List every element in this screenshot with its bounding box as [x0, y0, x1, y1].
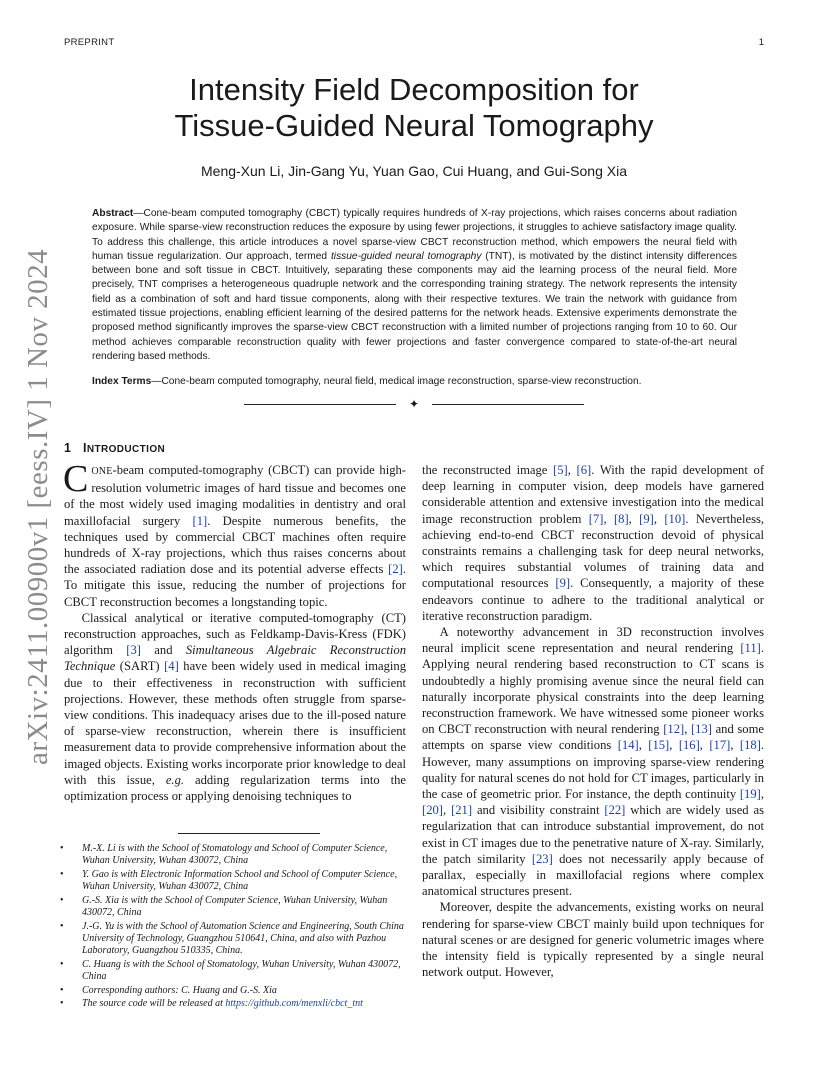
citation-link[interactable]: [13] — [690, 722, 712, 737]
citation-link[interactable]: [22] — [604, 803, 626, 818]
footnote-item: • C. Huang is with the School of Stomatology, Wuhan University, Wuhan 430072, China — [64, 959, 406, 983]
citation-link[interactable]: [23] — [531, 851, 553, 866]
body-text: . Despite numerous benefits, the techniques used by commercial CBCT machines often require hundreds of X-ray projections, which thus raises concerns about the associated radiation dose and its potential adverse effects — [64, 513, 406, 577]
index-terms — [92, 375, 737, 389]
footnote-list — [64, 843, 406, 1012]
footnote-item: • Y. Gao is with Electronic Information School and School of Computer Science, Wuhan University, Wuhan 430072, China — [64, 869, 406, 893]
paper-title — [80, 72, 748, 144]
body-text: which are widely used as regularization that can introduce substantial improvement, do not exist in CT images due to the penetrative nature of X-ray. Similarly, the patch similarity — [422, 803, 765, 866]
paragraph — [64, 610, 406, 804]
source-code-link[interactable]: https://github.com/menxli/cbct_tnt — [225, 998, 363, 1010]
body-text: and — [140, 643, 186, 658]
citation-link[interactable]: [4] — [164, 659, 179, 674]
body-text: , — [567, 463, 577, 477]
footnote-item: • J.-G. Yu is with the School of Automation Science and Engineering, South China University of Technology, Guangzhou 510641, China, and also with Pazhou Laboratory, Guangzhou 510335, China. — [64, 921, 406, 958]
body-text: , — [760, 787, 764, 802]
section-title-rest: NTRODUCTION — [86, 444, 166, 455]
citation-link[interactable]: [16] — [678, 738, 700, 753]
citation-link[interactable]: [6] — [576, 463, 592, 477]
emphasis-text: e.g. — [165, 772, 185, 787]
citation-link[interactable]: [1] — [192, 513, 208, 528]
section-number: 1 — [64, 441, 72, 455]
citation-link[interactable]: [2] — [388, 562, 403, 577]
body-text: , — [699, 738, 710, 753]
body-text: , — [653, 511, 665, 526]
abstract — [92, 207, 737, 364]
citation-link[interactable]: [10] — [664, 511, 686, 526]
body-text: (SART) — [115, 659, 165, 674]
body-column-right — [422, 462, 764, 981]
title-line-1: Intensity Field Decomposition for — [189, 72, 639, 107]
body-text: , — [730, 738, 740, 753]
citation-link[interactable]: [14] — [617, 738, 639, 753]
section-title-initial: I — [82, 441, 87, 455]
citation-link[interactable]: [7] — [588, 511, 604, 526]
citation-link[interactable]: [8] — [613, 511, 629, 526]
section-separator — [244, 397, 584, 411]
abstract-text: —Cone-beam computed tomography (CBCT) typically requires hundreds of X-ray projections, which raises concerns about radiation exposure. While sparse-view reconstruction reduces the exposure by using fewer projections, it struggles to achieve satisfactory image quality. To address this challenge, this article introduces a novel sparse-view CBCT reconstruction method, which empowers the neural field with human tissue regularization. Our approach, termed — [92, 208, 737, 262]
body-text: . Nevertheless, achieving end-to-end CBCT reconstruction devoid of physical constraints remains a challenging task for deep neural networks, which requires substantial volumes of training data and computational resources — [422, 511, 765, 591]
footnote-item: • G.-S. Xia is with the School of Computer Science, Wuhan University, Wuhan 430072, China — [64, 895, 406, 919]
body-text: . With the rapid development of deep learning in computer vision, deep models have garnered considerable attention and extensive investigation into the medical image reconstruction problem — [422, 463, 765, 526]
drop-cap: C — [63, 458, 89, 500]
smallcaps-text: ONE — [91, 466, 113, 477]
body-text: A noteworthy advancement in 3D reconstruction involves neural implicit scene representation and neural rendering — [422, 625, 764, 656]
running-header: PREPRINT — [64, 37, 115, 48]
citation-link[interactable]: [3] — [126, 643, 141, 658]
body-text: adding regularization terms into the optimization process or applying denoising techniques to — [64, 772, 407, 804]
citation-link[interactable]: [9] — [639, 511, 654, 526]
separator-ornament-icon: ✦ — [409, 397, 420, 411]
abstract-emphasis: tissue-guided neural tomography — [330, 250, 482, 262]
citation-link[interactable]: [18] — [739, 738, 761, 753]
body-text: have been widely used in medical imaging due to their effectiveness in reconstruction with sufficient projections. However, these methods often struggle from sparse-view conditions. This inadequacy arises due to the ill-posed nature of sparse-view reconstruction, wherein there is insufficient measurement data to provide comprehensive information about the imaged objects. Existing works incorporate prior knowledge to deal with this issue, — [64, 659, 406, 787]
body-text: Classical analytical or iterative computed-tomography (CT) reconstruction approaches, such as Feldkamp-Davis-Kress (FDK) algorithm — [64, 610, 406, 658]
body-text: does not necessarily apply because of parallax, especially in maxillofacial regions where complex anatomical structures present. — [422, 851, 764, 899]
footnote-item: • M.-X. Li is with the School of Stomatology and School of Computer Science, Wuhan University, Wuhan 430072, China — [64, 843, 406, 867]
footnote-rule — [178, 833, 320, 834]
index-terms-label: Index Terms — [92, 376, 152, 387]
title-line-2: Tissue-Guided Neural Tomography — [174, 108, 654, 143]
author-list: Meng-Xun Li, Jin-Gang Yu, Yuan Gao, Cui Huang, and Gui-Song Xia — [201, 163, 627, 179]
paragraph: Moreover, despite the advancements, existing works on neural rendering for sparse-view CBCT mainly build upon techniques for natural scenes or are designed for generic volumetric images where the intensity field is typically represented by a single neural network output. However, — [422, 900, 764, 980]
footnote-item — [64, 998, 406, 1010]
citation-link[interactable]: [11] — [740, 641, 761, 656]
citation-link[interactable]: [5] — [553, 463, 568, 477]
body-text: . Applying neural rendering based reconstruction to CT scans is undoubtedly a highly promising avenue since the neural field can naturally incorporate physical constraints into the deep learning reconstruction framework. We have witnessed some pioneer works on CBCT reconstruction with neural rendering — [422, 641, 764, 737]
body-text: , — [638, 738, 649, 753]
paragraph — [422, 462, 764, 624]
abstract-label: Abstract — [92, 208, 134, 219]
body-text: , — [442, 803, 452, 818]
page-number: 1 — [758, 37, 764, 48]
index-terms-text: —Cone-beam computed tomography, neural field, medical image reconstruction, sparse-view reconstruction. — [151, 376, 642, 387]
emphasis-text: Simultaneous Algebraic Reconstruction Technique — [64, 643, 406, 674]
body-text: , — [603, 511, 614, 526]
body-text: and visibility constraint — [472, 803, 605, 818]
citation-link[interactable]: [15] — [648, 738, 670, 753]
body-text: . However, many assumptions on improving sparse-view rendering quality for natural scenes do not hold for CT images, particularly in the case of geometric prior. For instance, the depth continuity — [422, 738, 765, 802]
body-text: , — [684, 722, 691, 737]
separator-rule-left — [244, 404, 396, 405]
citation-link[interactable]: [19] — [739, 787, 761, 802]
body-column-left — [63, 458, 407, 804]
citation-link[interactable]: [20] — [422, 803, 443, 818]
citation-link[interactable]: [12] — [663, 722, 685, 737]
abstract-text-cont: (TNT), is motivated by the distinct intensity differences between bone and soft tissue in CBCT. Intuitively, separating these components may aid the learning process of the neural field. More precisely, TNT comprises a heterogeneous quadruple network and the corresponding training strategy. The network represents the intensity field as a combination of soft and hard tissue components, along with their respective textures. We train the network with guidance from estimated tissue projections, enabling efficient learning of the desired patterns for the network heads. Extensive experiments demonstrate the proposed method significantly improves the sparse-view CBCT reconstruction with a limited number of projections ranging from 10 to 60. Our method achieves comparable reconstruction quality with fewer projections and faster convergence compared to state-of-the-art neural rendering based methods. — [92, 250, 737, 362]
arxiv-identifier: arXiv:2411.00900v1 [eess.IV] 1 Nov 2024 — [22, 248, 54, 765]
citation-link[interactable]: [9] — [555, 576, 571, 591]
paragraph — [422, 624, 764, 899]
footnote-text: The source code will be released at — [82, 998, 226, 1010]
body-text: , — [669, 738, 679, 753]
body-text: . Consequently, a majority of these endeavors continue to adhere to the traditional analytical or iterative reconstruction paradigm. — [422, 576, 764, 623]
separator-rule-right — [432, 404, 584, 405]
paragraph — [63, 458, 406, 610]
footnote-item: • Corresponding authors: C. Huang and G.-S. Xia — [64, 985, 406, 997]
citation-link[interactable]: [21] — [451, 803, 473, 818]
body-text: , — [628, 511, 640, 526]
body-text: -beam computed-tomography (CBCT) can provide high-resolution volumetric images of hard tissue and becomes one of the most widely used imaging modalities in dentistry and oral maxillofacial surgery — [64, 463, 406, 528]
body-text: . To mitigate this issue, reducing the number of projections for CBCT reconstruction becomes a longstanding topic. — [64, 562, 406, 609]
body-text: the reconstructed image — [422, 463, 554, 477]
section-heading — [64, 441, 165, 455]
body-text: and some attempts on sparse view conditions — [422, 722, 764, 753]
citation-link[interactable]: [17] — [709, 738, 731, 753]
